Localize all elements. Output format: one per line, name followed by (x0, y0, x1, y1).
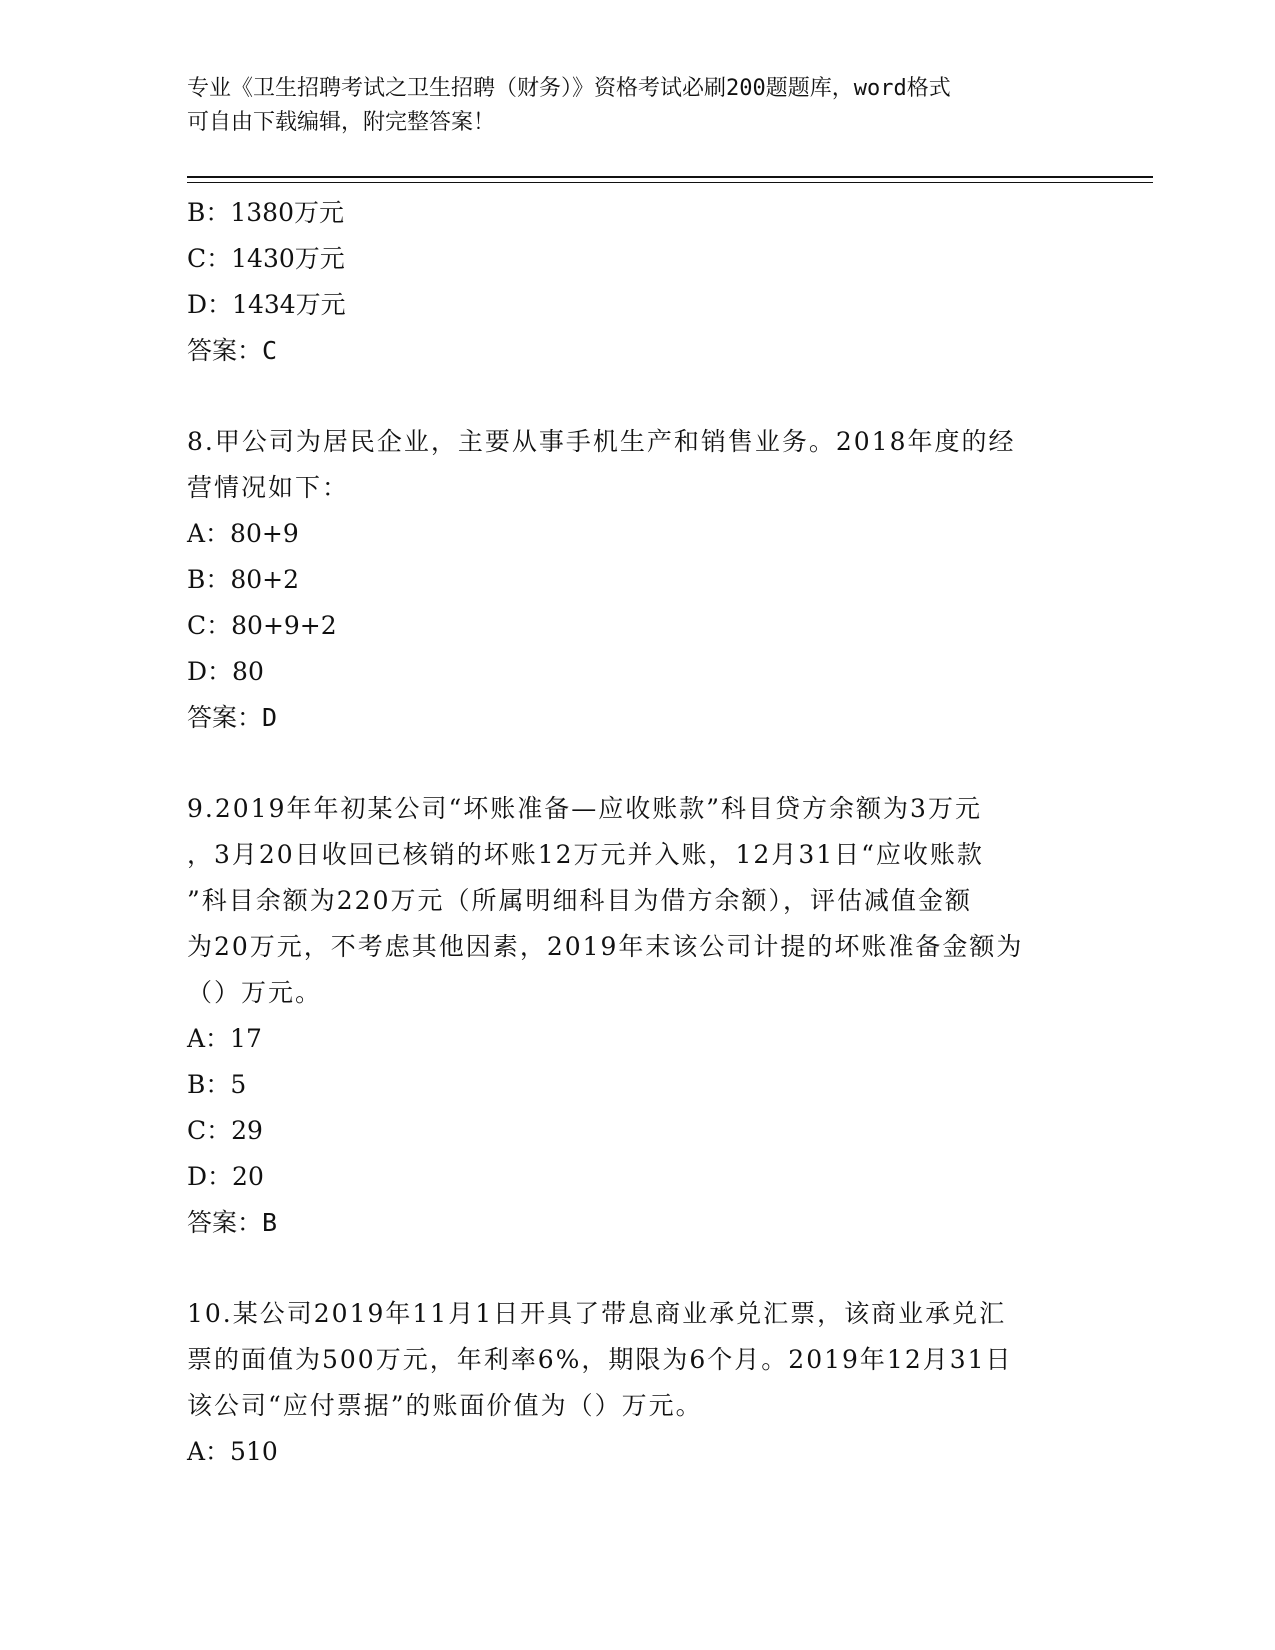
option-a: A：17 (187, 1024, 262, 1053)
question-text-line: 票的面值为500万元，年利率6%，期限为6个月。2019年12月31日 (187, 1345, 1013, 1374)
document-header (187, 72, 1067, 140)
option-a: A：510 (187, 1437, 278, 1466)
option-a: A：80+9 (187, 519, 299, 548)
header-line-1: 专业《卫生招聘考试之卫生招聘（财务）》资格考试必刷200题题库，word格式 (187, 76, 951, 101)
question-text-line: 营情况如下： (187, 473, 350, 502)
option-d: D：80 (187, 657, 264, 686)
question-text-line: ”科目余额为220万元（所属明细科目为借方余额），评估减值金额 (187, 886, 973, 915)
option-c: C：80+9+2 (187, 611, 337, 640)
header-line-2: 可自由下载编辑，附完整答案！ (187, 110, 496, 135)
answer-line: 答案：D (187, 703, 278, 732)
question-text-line: （）万元。 (187, 978, 323, 1007)
option-b: B：80+2 (187, 565, 300, 594)
header-rule-thick (187, 176, 1153, 178)
answer-line: 答案：C (187, 336, 278, 365)
question-text-line: 8.甲公司为居民企业，主要从事手机生产和销售业务。2018年度的经 (187, 427, 1016, 456)
question-8-block (187, 419, 1087, 741)
option-b: B：5 (187, 1070, 247, 1099)
question-text-line: 该公司“应付票据”的账面价值为（）万元。 (187, 1391, 703, 1420)
question-content (187, 190, 1087, 1475)
option-b: B：1380万元 (187, 198, 344, 227)
option-c: C：1430万元 (187, 244, 345, 273)
prev-question-block (187, 190, 1087, 374)
question-text-line: ，3月20日收回已核销的坏账12万元并入账，12月31日“应收账款 (187, 840, 984, 869)
question-text-line: 为20万元，不考虑其他因素，2019年末该公司计提的坏账准备金额为 (187, 932, 1024, 961)
option-d: D：20 (187, 1162, 264, 1191)
option-c: C：29 (187, 1116, 263, 1145)
question-text-line: 10.某公司2019年11月1日开具了带息商业承兑汇票，该商业承兑汇 (187, 1299, 1007, 1328)
option-d: D：1434万元 (187, 290, 346, 319)
question-9-block (187, 786, 1087, 1246)
question-10-block (187, 1291, 1087, 1475)
answer-line: 答案：B (187, 1208, 278, 1237)
header-rule-thin (187, 182, 1153, 183)
question-text-line: 9.2019年年初某公司“坏账准备—应收账款”科目贷方余额为3万元 (187, 794, 982, 823)
